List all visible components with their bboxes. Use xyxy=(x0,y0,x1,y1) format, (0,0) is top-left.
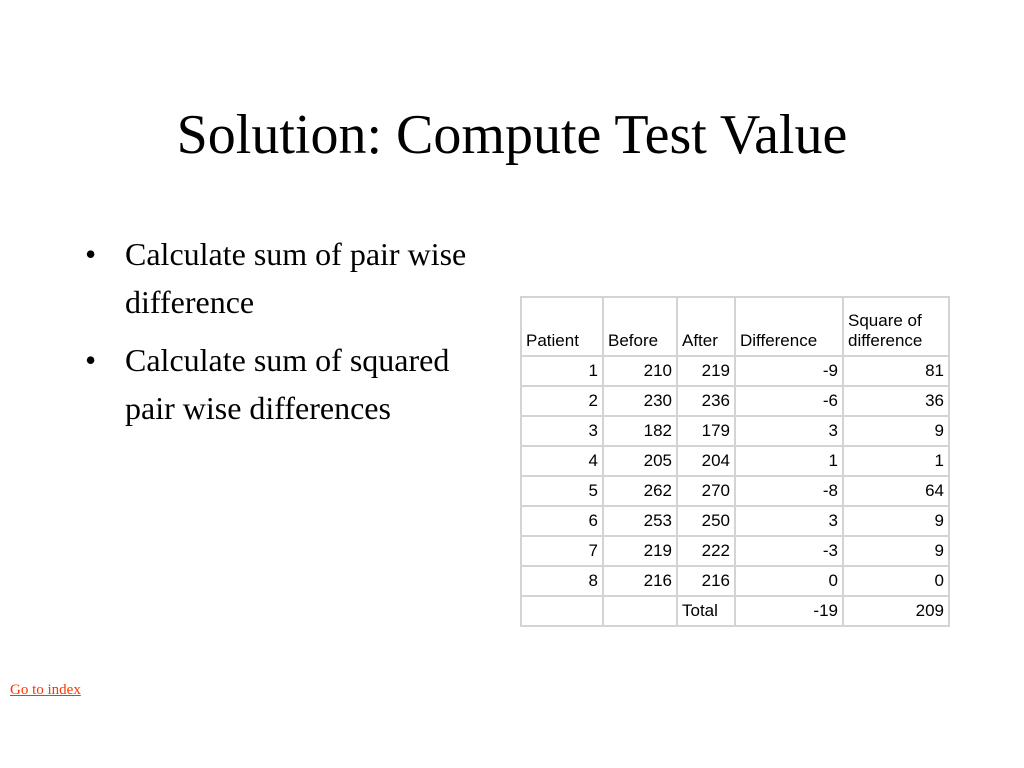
table-row xyxy=(521,566,949,596)
cell-after: 236 xyxy=(677,386,735,416)
total-square: 209 xyxy=(843,596,949,626)
cell-before: 253 xyxy=(603,506,677,536)
cell-before: 262 xyxy=(603,476,677,506)
cell-after: 222 xyxy=(677,536,735,566)
cell-empty xyxy=(603,596,677,626)
slide-title: Solution: Compute Test Value xyxy=(176,104,848,166)
cell-square: 9 xyxy=(843,416,949,446)
cell-difference: 3 xyxy=(735,416,843,446)
cell-after: 179 xyxy=(677,416,735,446)
cell-difference: -3 xyxy=(735,536,843,566)
cell-patient: 5 xyxy=(521,476,603,506)
total-difference: -19 xyxy=(735,596,843,626)
cell-before: 230 xyxy=(603,386,677,416)
cell-difference: -8 xyxy=(735,476,843,506)
bullet-mark: • xyxy=(85,342,97,378)
header-before: Before xyxy=(603,297,677,356)
cell-before: 219 xyxy=(603,536,677,566)
cell-patient: 2 xyxy=(521,386,603,416)
cell-difference: -6 xyxy=(735,386,843,416)
cell-square: 36 xyxy=(843,386,949,416)
total-label: Total xyxy=(677,596,735,626)
cell-before: 216 xyxy=(603,566,677,596)
table-row xyxy=(521,386,949,416)
table-row xyxy=(521,536,949,566)
cell-difference: 1 xyxy=(735,446,843,476)
cell-patient: 4 xyxy=(521,446,603,476)
cell-after: 250 xyxy=(677,506,735,536)
cell-patient: 1 xyxy=(521,356,603,386)
cell-after: 204 xyxy=(677,446,735,476)
table-row xyxy=(521,506,949,536)
cell-before: 182 xyxy=(603,416,677,446)
cell-patient: 8 xyxy=(521,566,603,596)
cell-patient: 6 xyxy=(521,506,603,536)
cell-difference: 3 xyxy=(735,506,843,536)
cell-difference: 0 xyxy=(735,566,843,596)
header-square-of-difference: Square of difference xyxy=(843,297,949,356)
header-difference: Difference xyxy=(735,297,843,356)
bullet-mark: • xyxy=(85,236,97,272)
cell-after: 270 xyxy=(677,476,735,506)
cell-difference: -9 xyxy=(735,356,843,386)
cell-square: 9 xyxy=(843,506,949,536)
bullet-list xyxy=(85,230,485,442)
bullet-text: Calculate sum of squared pair wise differences xyxy=(125,342,450,426)
data-table xyxy=(520,296,950,627)
go-to-index-link[interactable]: Go to index xyxy=(10,682,81,698)
cell-square: 0 xyxy=(843,566,949,596)
table-row xyxy=(521,356,949,386)
cell-before: 210 xyxy=(603,356,677,386)
cell-patient: 3 xyxy=(521,416,603,446)
table-row xyxy=(521,476,949,506)
table-total-row xyxy=(521,596,949,626)
cell-after: 219 xyxy=(677,356,735,386)
header-patient: Patient xyxy=(521,297,603,356)
table-row xyxy=(521,416,949,446)
cell-empty xyxy=(521,596,603,626)
bullet-item xyxy=(85,336,485,432)
table-header-row xyxy=(521,297,949,356)
cell-square: 9 xyxy=(843,536,949,566)
cell-after: 216 xyxy=(677,566,735,596)
table-row xyxy=(521,446,949,476)
cell-square: 81 xyxy=(843,356,949,386)
cell-square: 64 xyxy=(843,476,949,506)
bullet-text: Calculate sum of pair wise difference xyxy=(125,236,467,320)
header-after: After xyxy=(677,297,735,356)
cell-square: 1 xyxy=(843,446,949,476)
cell-patient: 7 xyxy=(521,536,603,566)
bullet-item xyxy=(85,230,485,326)
cell-before: 205 xyxy=(603,446,677,476)
